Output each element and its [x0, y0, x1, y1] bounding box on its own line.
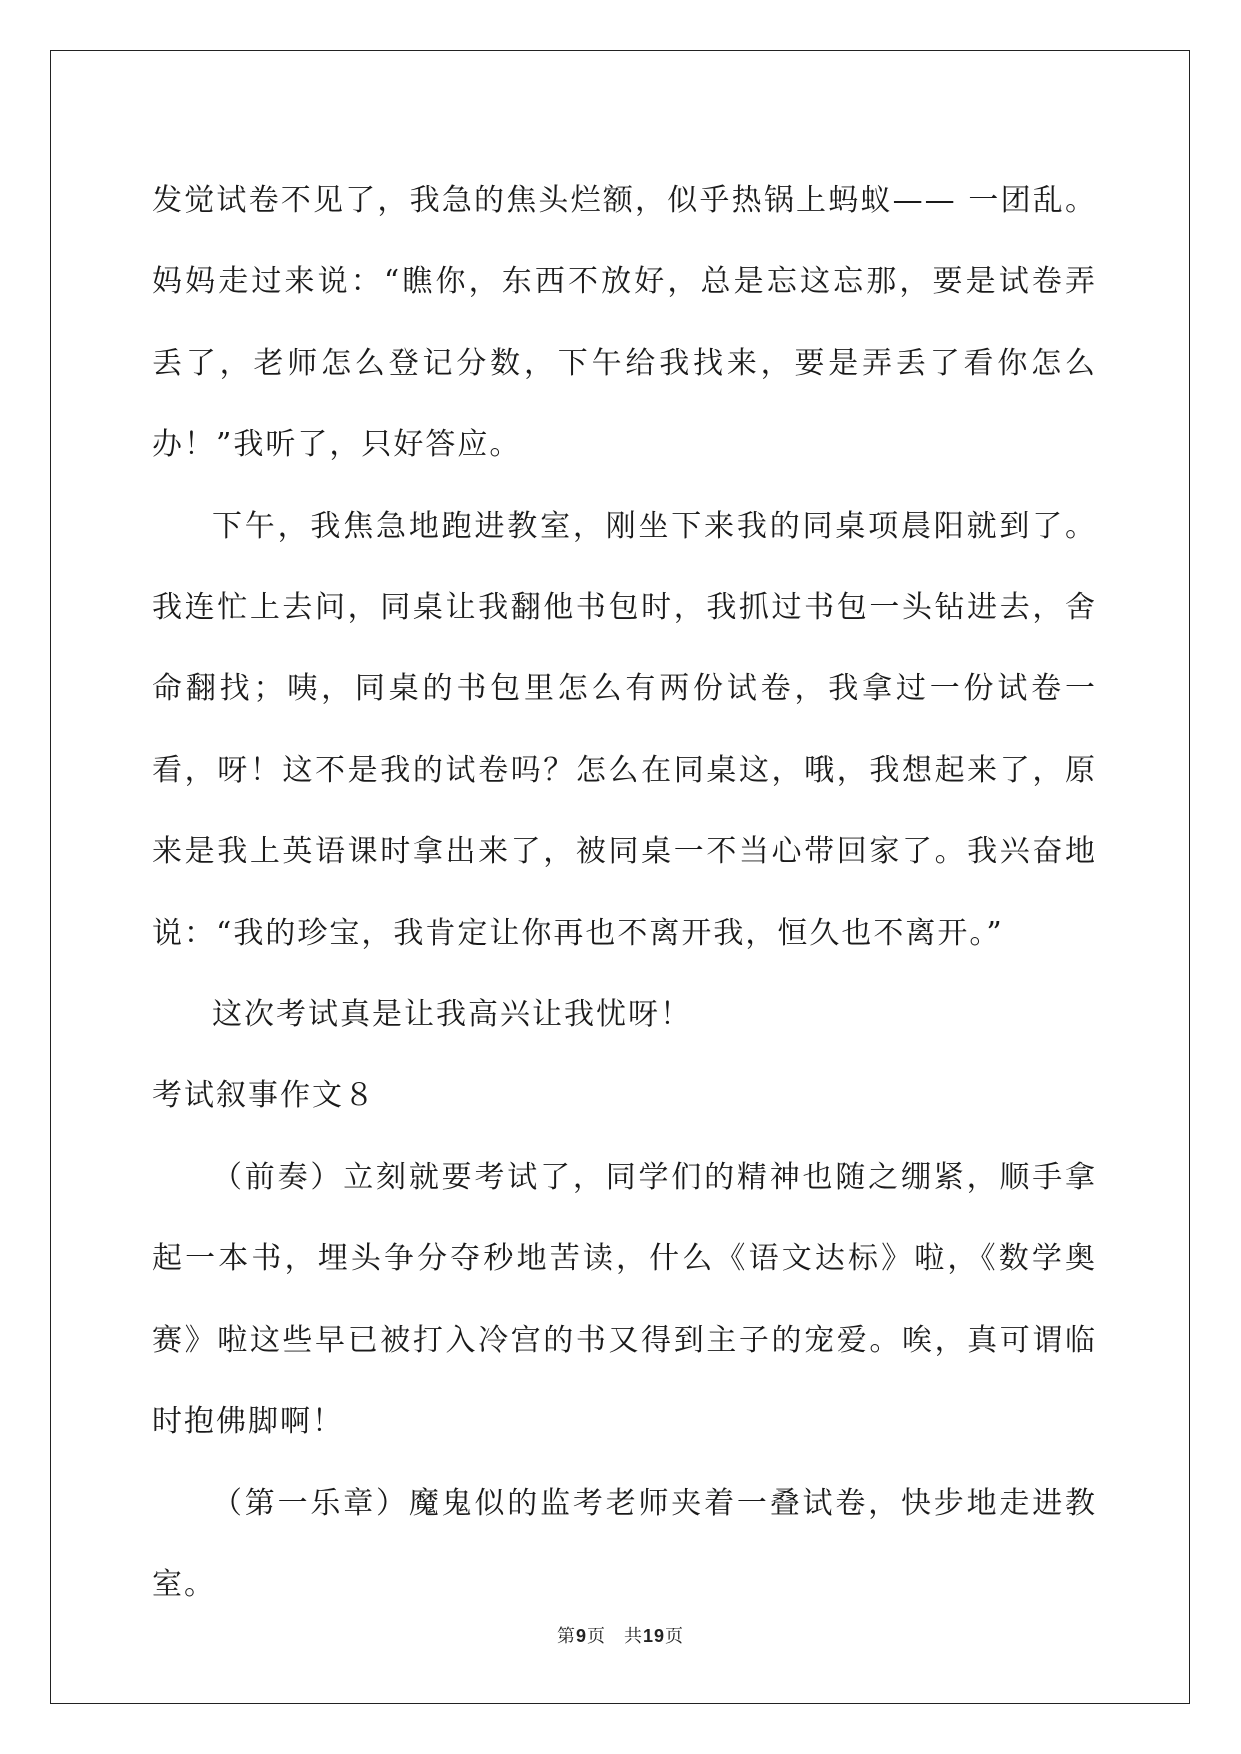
total-pages: 19: [642, 1626, 666, 1646]
footer-prefix: 第: [556, 1626, 576, 1646]
essay-title: 考试叙事作文８: [152, 1079, 376, 1113]
paragraph: （前奏）立刻就要考试了，同学们的精神也随之绷紧，顺手拿起一本书，埋头争分夺秒地苦读，什么《语文达标》啦，《数学奥赛》啦这些早已被打入冷宫的书又得到主子的宠爱。唉，真可谓临时抱佛脚啊！: [152, 1159, 1097, 1440]
document-body: [152, 160, 1097, 1625]
footer-page-suffix: 页: [586, 1626, 606, 1646]
paragraph-continuation: 发觉试卷不见了，我急的焦头烂额，似乎热锅上蚂蚁—— 一团乱。妈妈走过来说：“瞧你，东西不放好，总是忘这忘那，要是试卷弄丢了，老师怎么登记分数，下午给我找来，要是弄丢了看你怎么办！”我听了，只好答应。: [152, 183, 1097, 463]
paragraph: 下午，我焦急地跑进教室，刚坐下来我的同桌项晨阳就到了。我连忙上去问，同桌让我翻他书包时，我抓过书包一头钻进去，舍命翻找；咦，同桌的书包里怎么有两份试卷，我拿过一份试卷一看，呀！这不是我的试卷吗？怎么在同桌这，哦，我想起来了，原来是我上英语课时拿出来了，被同桌一不当心带回家了。我兴奋地说：“我的珍宝，我肯定让你再也不离开我，恒久也不离开。”: [152, 508, 1097, 951]
footer-total-prefix: 共: [623, 1626, 643, 1646]
footer-total-suffix: 页: [665, 1626, 685, 1646]
page-footer: [0, 1622, 1241, 1648]
paragraph: 这次考试真是让我高兴让我忧呀！: [212, 997, 692, 1033]
paragraph: （第一乐章）魔鬼似的监考老师夹着一叠试卷，快步地走进教室。: [152, 1485, 1097, 1602]
page-number: 9: [575, 1626, 587, 1646]
